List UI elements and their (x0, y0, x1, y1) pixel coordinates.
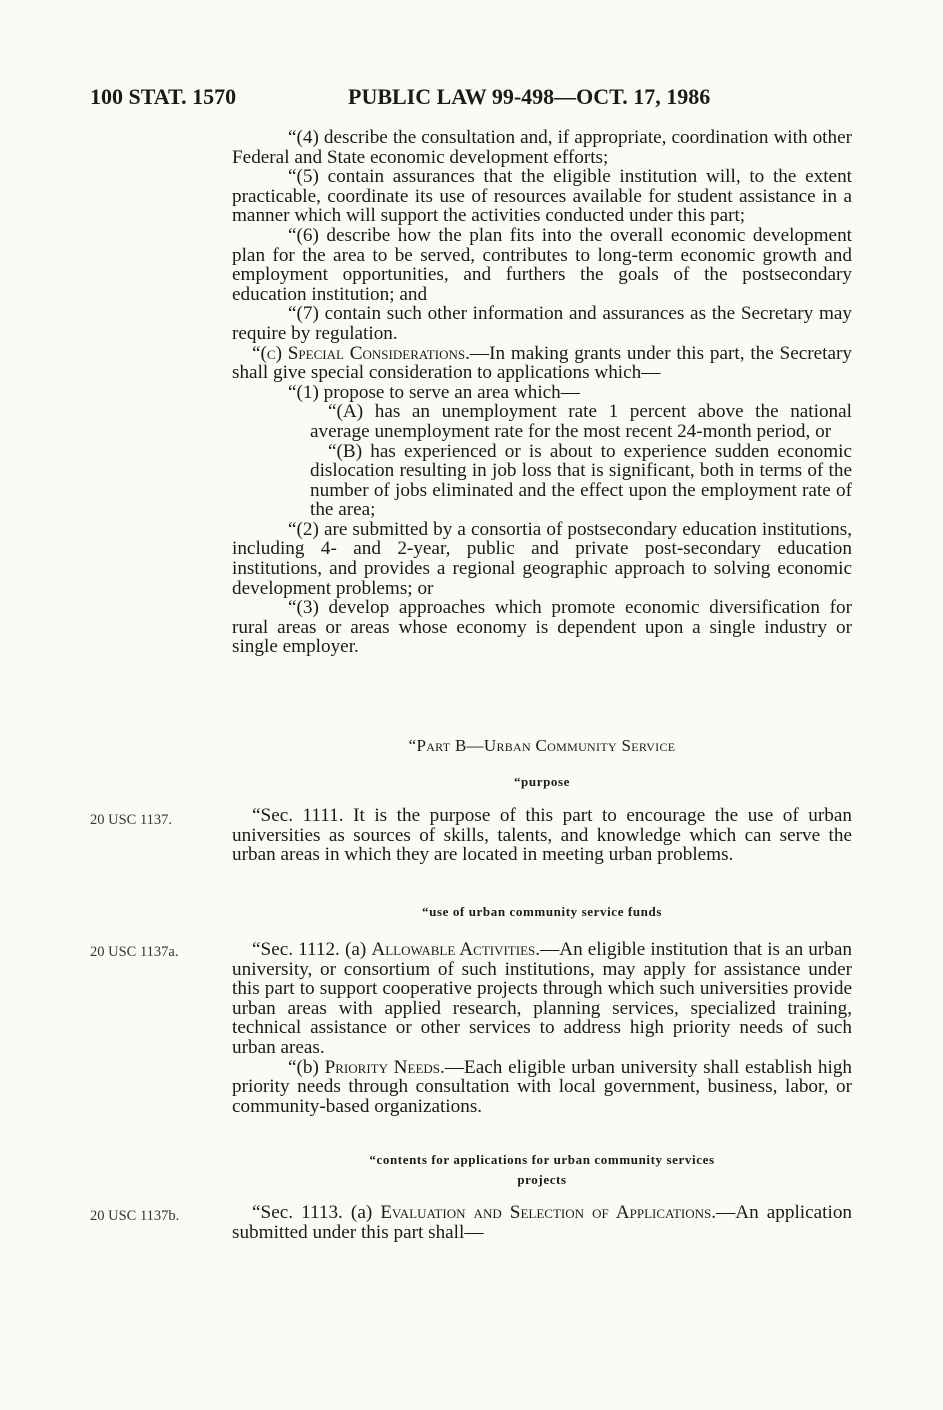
clause-c3: “(3) develop approaches which promote economic diversification for rural areas or areas whose economy is dependent upon a single industry or single employer. (232, 597, 852, 658)
subsection-c-text: —In making grants under this part, the Secretary shall give special consideration to applications which— (232, 342, 852, 384)
section-1113-block (232, 1203, 852, 1242)
section-1113-a-text: —An application submitted under this part shall— (232, 1202, 853, 1243)
margin-note-1137a: 20 USC 1137a. (90, 944, 179, 960)
contents-heading-line-2: projects (517, 1172, 567, 1187)
paragraph-4: “(4) describe the consultation and, if appropriate, coordination with other Federal and State economic development efforts; (232, 127, 852, 168)
section-1112-b (232, 1058, 852, 1117)
section-1111-block (232, 806, 852, 865)
paragraph-6: “(6) describe how the plan fits into the overall economic development plan for the area to be served, contributes to long-term economic growth and employment opportunities, and furthers the goals of the postsecondary education institution; and (232, 224, 852, 305)
clause-cB: “(B) has experienced or is about to experience sudden economic dislocation resulting in job loss that is significant, both in terms of the number of jobs eliminated and the effect upon the employment rate of the area; (310, 440, 852, 521)
clause-cA: “(A) has an unemployment rate 1 percent above the national average unemployment rate for the most recent 24-month period, or (310, 401, 852, 442)
paragraph-7: “(7) contain such other information and assurances as the Secretary may require by regulation. (232, 303, 852, 344)
part-b-title: “Part B—Urban Community Service (408, 736, 676, 755)
part-b-title-block (232, 736, 852, 756)
purpose-heading: “purpose (513, 774, 571, 789)
section-1112-b-lead: “(b) (288, 1056, 325, 1078)
paragraph-5: “(5) contain assurances that the eligible institution will, to the extent practicable, coordinate its use of resources available for student assistance in a manner which will support the activities conducted under this part; (232, 166, 852, 227)
section-1113-lead: “Sec. 1113. (a) (252, 1202, 381, 1223)
funds-heading-block (232, 904, 852, 920)
margin-note-1137: 20 USC 1137. (90, 812, 173, 828)
section-1112-a-text: —An eligible institution that is an urban university, or consortium of such institutions, may apply for assistance under this part to support cooperative projects through which such universities provide urban areas with applied research, planning services, specialized training, technical assistance or other services to address high priority needs of such urban areas. (232, 939, 852, 1058)
page-header (90, 84, 870, 114)
margin-note-1137b: 20 USC 1137b. (90, 1208, 180, 1224)
clause-c2: “(2) are submitted by a consortia of postsecondary education institutions, including 4- and 2-year, public and private post-secondary education institutions, and provides a regional geographic approach to solving economic development problems; or (232, 518, 852, 599)
section-1112-b-heading: Priority Needs. (324, 1056, 445, 1078)
section-1111: “Sec. 1111. It is the purpose of this part to encourage the use of urban universities as sources of skills, talents, and knowledge which can serve the urban areas in which they are located in meeting urban problems. (232, 805, 852, 866)
subsection-c-heading: “(c) Special Considerations. (252, 342, 470, 364)
purpose-heading-block (232, 774, 852, 790)
section-1112-block (232, 940, 852, 1116)
section-1112-lead: “Sec. 1112. (a) (252, 939, 372, 960)
section-1113-a (232, 1203, 852, 1242)
section-1112-a (232, 940, 852, 1058)
clause-c1: “(1) propose to serve an area which— (288, 381, 580, 403)
contents-heading-block (232, 1152, 852, 1188)
law-reference: PUBLIC LAW 99-498—OCT. 17, 1986 (348, 84, 711, 109)
section-1112-a-heading: Allowable Activities. (371, 939, 541, 960)
section-1112-b-text: —Each eligible urban university shall establish high priority needs through consultation with local government, business, labor, or community-based organizations. (232, 1056, 853, 1117)
subsection-c (232, 344, 852, 383)
section-1113-a-heading: Evaluation and Selection of Applications. (380, 1202, 717, 1223)
stat-reference: 100 STAT. 1570 (90, 84, 237, 109)
body-text-upper (232, 128, 852, 657)
funds-heading: “use of urban community service funds (422, 904, 662, 919)
contents-heading-line-1: “contents for applications for urban community services (369, 1152, 715, 1167)
